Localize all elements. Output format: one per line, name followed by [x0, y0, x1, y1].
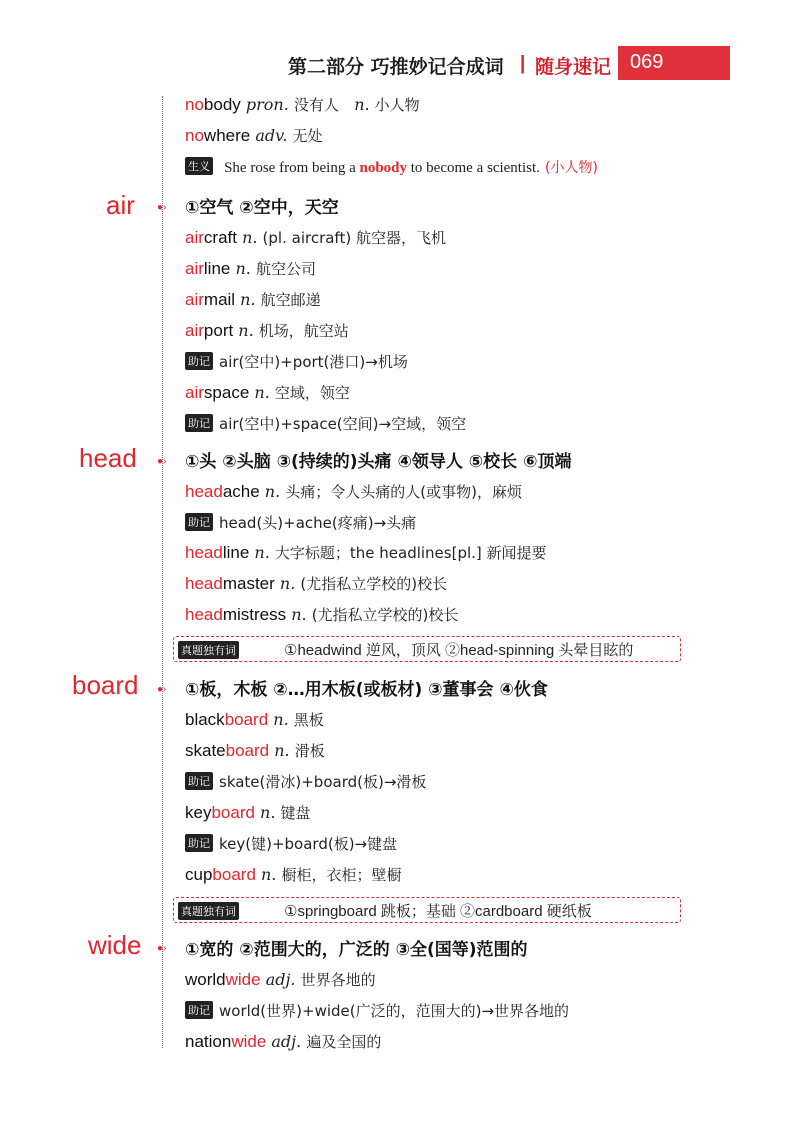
- entry-airport: airport n. 机场，航空站: [185, 321, 349, 340]
- exam-words-box-board: 真题独有词 ①springboard 跳板；基础 ②cardboard 硬纸板: [173, 897, 681, 923]
- arrow-icon: ●›: [157, 456, 167, 467]
- entry-airline: airline n. 航空公司: [185, 259, 316, 278]
- entry-nationwide: nationwide adj. 遍及全国的: [185, 1032, 382, 1051]
- entry-headmaster: headmaster n. (尤指私立学校的)校长: [185, 574, 448, 593]
- section-title: 第二部分 巧推妙记合成词: [288, 56, 504, 78]
- headword-board: board: [72, 670, 139, 700]
- dotted-guide-line: [162, 96, 163, 1048]
- arrow-icon: ●›: [157, 202, 167, 213]
- mnemonic-skateboard: 助记 skate(滑冰)+board(板)→滑板: [185, 771, 426, 792]
- page-number-badge: [618, 46, 730, 80]
- definition-air: ①空气 ②空中，天空: [185, 198, 339, 218]
- entry-worldwide: worldwide adj. 世界各地的: [185, 970, 376, 989]
- arrow-icon: ●›: [157, 684, 167, 695]
- definition-head: ①头 ②头脑 ③(持续的)头痛 ④领导人 ⑤校长 ⑥顶端: [185, 452, 572, 472]
- definition-wide: ①宽的 ②范围大的，广泛的 ③全(国等)范围的: [185, 940, 528, 960]
- mnemonic-worldwide: 助记 world(世界)+wide(广泛的，范围大的)→世界各地的: [185, 1000, 569, 1021]
- entry-headache: headache n. 头痛；令人头痛的人(或事物)，麻烦: [185, 482, 522, 501]
- entry-skateboard: skateboard n. 滑板: [185, 741, 325, 760]
- header-subtitle: 随身速记: [535, 56, 612, 78]
- entry-airspace: airspace n. 空域，领空: [185, 383, 350, 402]
- entry-airmail: airmail n. 航空邮递: [185, 290, 321, 309]
- header-divider: |: [520, 53, 526, 74]
- exam-words-box-head: 真题独有词 ①headwind 逆风，顶风 ②head-spinning 头晕目眩的: [173, 636, 681, 662]
- mnemonic-airspace: 助记 air(空中)+space(空间)→空域，领空: [185, 413, 466, 434]
- mnemonic-airport: 助记 air(空中)+port(港口)→机场: [185, 351, 408, 372]
- headword-wide: wide: [88, 930, 142, 960]
- entry-aircraft: aircraft n. (pl. aircraft) 航空器，飞机: [185, 228, 446, 247]
- entry-headline: headline n. 大字标题；the headlines[pl.] 新闻提要: [185, 543, 547, 562]
- tag-label: 生义: [185, 157, 213, 175]
- entry-nobody: nobody pron. 没有人 n. 小人物: [185, 95, 420, 114]
- arrow-icon: ●›: [157, 943, 167, 954]
- page-number: 069: [630, 51, 664, 73]
- entry-blackboard: blackboard n. 黑板: [185, 710, 324, 729]
- entry-headmistress: headmistress n. (尤指私立学校的)校长: [185, 605, 459, 624]
- entry-nowhere: nowhere adv. 无处: [185, 126, 323, 145]
- entry-keyboard: keyboard n. 键盘: [185, 803, 311, 822]
- page-header: [0, 44, 800, 84]
- mnemonic-keyboard: 助记 key(键)+board(板)→键盘: [185, 833, 397, 854]
- headword-air: air: [106, 190, 135, 220]
- example-sentence: 生义 She rose from being a nobody to become a scientist. (小人物): [185, 157, 598, 177]
- entry-cupboard: cupboard n. 橱柜，衣柜；壁橱: [185, 865, 402, 884]
- headword-head: head: [79, 443, 137, 473]
- mnemonic-headache: 助记 head(头)+ache(疼痛)→头痛: [185, 512, 416, 533]
- definition-board: ①板，木板 ②…用木板(或板材) ③董事会 ④伙食: [185, 680, 548, 700]
